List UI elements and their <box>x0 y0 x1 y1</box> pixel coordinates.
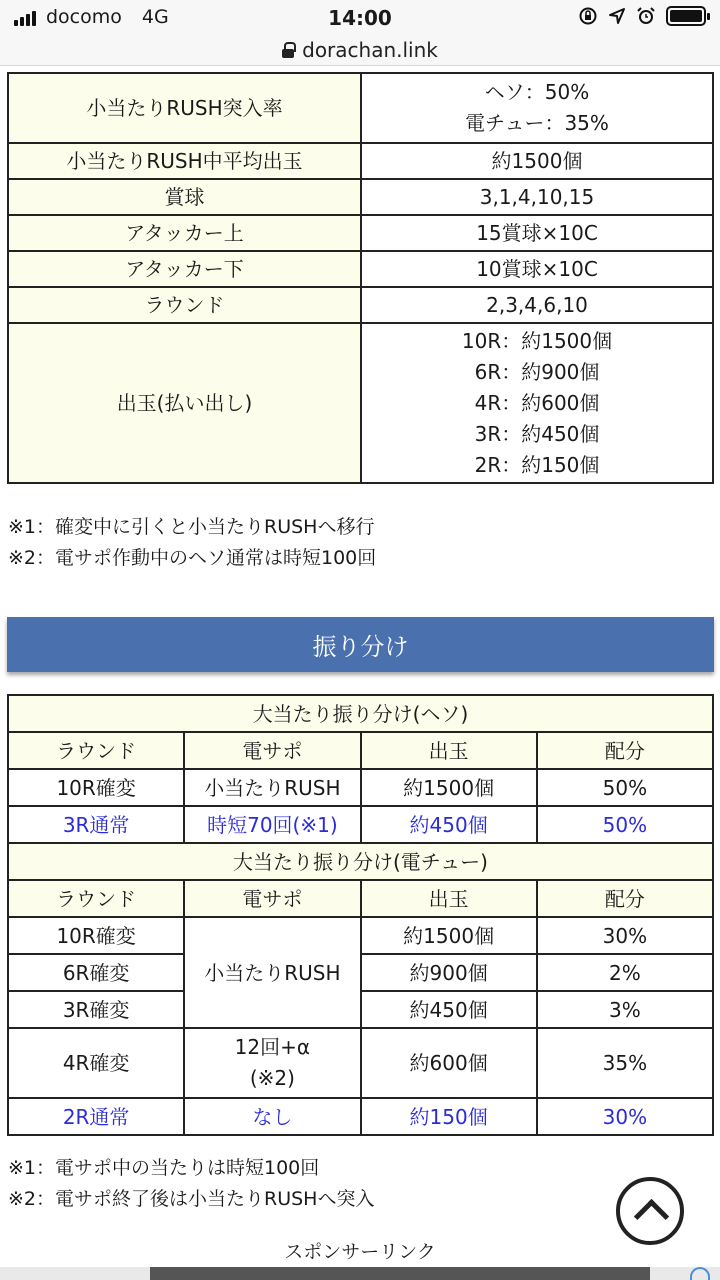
cell-support: 小当たりRUSH <box>184 769 360 806</box>
cell-round: 10R確変 <box>8 917 184 954</box>
heso-distribution-title: 大当たり振り分け(ヘソ) <box>8 695 713 732</box>
column-header-round: ラウンド <box>8 880 184 917</box>
cell-payout: 約450個 <box>361 991 537 1028</box>
cell-round: 6R確変 <box>8 954 184 991</box>
spec-value <box>361 179 713 215</box>
cell-ratio: 30% <box>537 917 713 954</box>
cell-round: 10R確変 <box>8 769 184 806</box>
note-line: ※1：電サポ中の当たりは時短100回 <box>8 1157 320 1179</box>
spec-label: 小当たりRUSH中平均出玉 <box>8 143 361 179</box>
table-row <box>8 806 713 843</box>
spec-value <box>361 73 713 143</box>
cell-support: なし <box>184 1098 360 1135</box>
table-row <box>8 954 713 991</box>
scroll-to-top-button[interactable] <box>616 1177 684 1245</box>
cell-payout: 約1500個 <box>361 769 537 806</box>
spec-row <box>8 143 713 179</box>
spec-value <box>361 251 713 287</box>
column-header-round: ラウンド <box>8 732 184 769</box>
location-arrow-icon <box>608 7 626 25</box>
column-header-payout: 出玉 <box>361 732 537 769</box>
spec-value-line: 電チュー：35% <box>465 111 609 135</box>
carrier-name: docomo <box>46 6 122 28</box>
cell-round: 3R通常 <box>8 806 184 843</box>
column-header-ratio: 配分 <box>537 880 713 917</box>
column-header-ratio: 配分 <box>537 732 713 769</box>
spec-label: 出玉(払い出し) <box>8 323 361 483</box>
url-text: dorachan.link <box>302 37 438 62</box>
spec-label: ラウンド <box>8 287 361 323</box>
cell-payout: 約600個 <box>361 1028 537 1098</box>
cell-ratio: 3% <box>537 991 713 1028</box>
note-line: ※2：電サポ作動中のヘソ通常は時短100回 <box>8 547 377 569</box>
ad-close-icon[interactable] <box>690 1267 710 1280</box>
column-header-payout: 出玉 <box>361 880 537 917</box>
cell-ratio: 2% <box>537 954 713 991</box>
spec-row <box>8 179 713 215</box>
cell-payout: 約150個 <box>361 1098 537 1135</box>
cell-payout: 約900個 <box>361 954 537 991</box>
cell-round: 2R通常 <box>8 1098 184 1135</box>
spec-value <box>361 143 713 179</box>
sponsor-label: スポンサーリンク <box>284 1241 436 1263</box>
spec-value-line: 2R：約150個 <box>474 452 600 477</box>
spec-row <box>8 73 713 143</box>
orientation-lock-icon <box>578 6 598 26</box>
note-line: ※1：確変中に引くと小当たりRUSHへ移行 <box>8 516 375 538</box>
spec-value-line: 3,1,4,10,15 <box>479 184 595 209</box>
table-row <box>8 1028 713 1098</box>
spec-value-line: 15賞球×10C <box>476 220 598 245</box>
clock: 14:00 <box>328 6 392 30</box>
cell-round: 3R確変 <box>8 991 184 1028</box>
table-row <box>8 917 713 954</box>
spec-row <box>8 215 713 251</box>
column-header-support: 電サポ <box>184 880 360 917</box>
spec-value-line: 10R：約1500個 <box>461 328 613 353</box>
status-right <box>578 6 706 26</box>
network-type: 4G <box>141 6 169 28</box>
spec-label: 賞球 <box>8 179 361 215</box>
spec-value-line: 3R：約450個 <box>474 421 600 446</box>
spec-value <box>361 287 713 323</box>
distribution-table <box>7 694 714 1136</box>
table-row <box>8 1098 713 1135</box>
spec-row <box>8 287 713 323</box>
spec-value-line: 10賞球×10C <box>476 256 598 281</box>
cell-support-merged: 小当たりRUSH <box>184 917 360 1028</box>
denchu-distribution-title: 大当たり振り分け(電チュー) <box>8 843 713 880</box>
cell-support-line: (※2) <box>249 1066 295 1090</box>
ad-banner[interactable] <box>0 1267 720 1280</box>
column-header-support: 電サポ <box>184 732 360 769</box>
cell-support <box>184 1028 360 1098</box>
cell-ratio: 50% <box>537 769 713 806</box>
cell-ratio: 50% <box>537 806 713 843</box>
spec-value <box>361 215 713 251</box>
section-heading: 振り分け <box>7 617 714 672</box>
cell-payout: 約450個 <box>361 806 537 843</box>
cell-round: 4R確変 <box>8 1028 184 1098</box>
spec-row <box>8 251 713 287</box>
spec-label: 小当たりRUSH突入率 <box>8 73 361 143</box>
spec-value <box>361 323 713 483</box>
cell-ratio: 35% <box>537 1028 713 1098</box>
cell-support-line: 12回+α <box>234 1035 311 1059</box>
spec-table <box>7 72 714 484</box>
spec-label: アタッカー下 <box>8 251 361 287</box>
table-row <box>8 991 713 1028</box>
address-bar[interactable] <box>0 34 720 66</box>
spec-value-line: 4R：約600個 <box>474 390 600 415</box>
cell-support: 時短70回(※1) <box>184 806 360 843</box>
spec-label: アタッカー上 <box>8 215 361 251</box>
lock-icon <box>282 42 294 58</box>
ad-image[interactable] <box>150 1267 650 1280</box>
spec-value-line: 2,3,4,6,10 <box>486 292 588 317</box>
table-row <box>8 769 713 806</box>
status-bar <box>0 0 720 34</box>
spec-row <box>8 323 713 483</box>
alarm-icon <box>636 6 656 26</box>
spec-value-line: ヘソ：50% <box>484 80 590 104</box>
note-line: ※2：電サポ終了後は小当たりRUSHへ突入 <box>8 1188 375 1210</box>
spec-value-line: 約1500個 <box>491 148 583 173</box>
spec-value-line: 6R：約900個 <box>474 359 600 384</box>
cell-payout: 約1500個 <box>361 917 537 954</box>
cell-ratio: 30% <box>537 1098 713 1135</box>
battery-icon <box>666 6 706 26</box>
